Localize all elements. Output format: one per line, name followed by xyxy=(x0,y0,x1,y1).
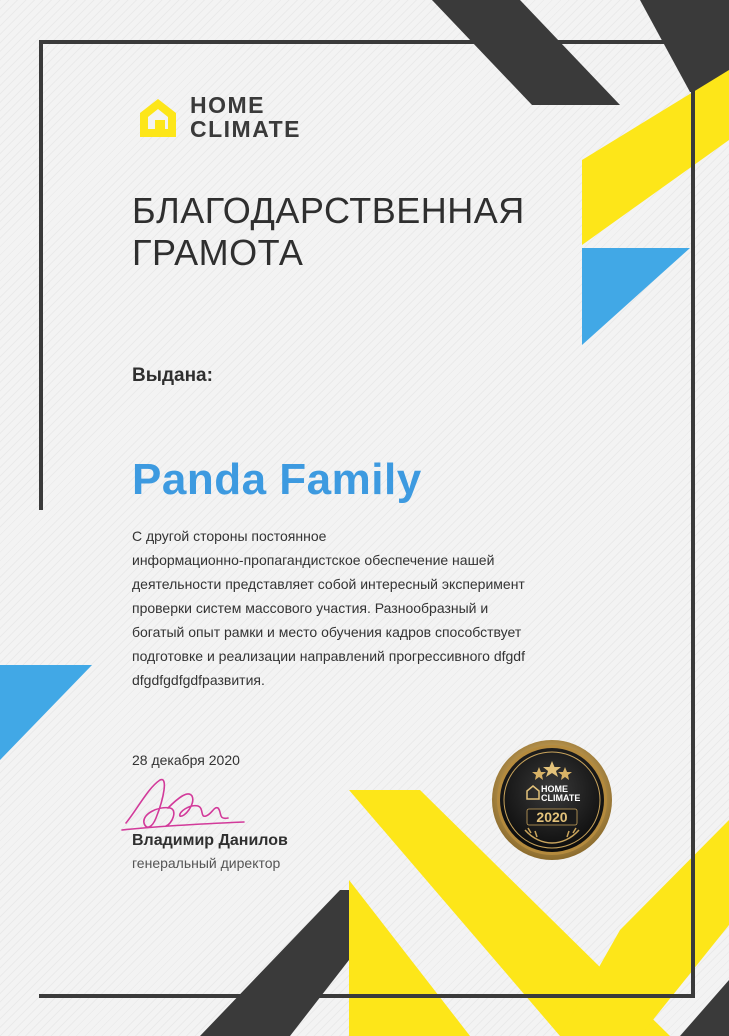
issue-date: 28 декабря 2020 xyxy=(132,752,240,768)
issued-label: Выдана: xyxy=(132,365,213,386)
body-line: деятельности представляет собой интересный эксперимент xyxy=(132,576,525,592)
body-paragraph xyxy=(132,524,612,692)
body-line: богатый опыт рамки и место обучения кадров способствует xyxy=(132,624,522,640)
seal-line-1: HOME xyxy=(541,784,568,794)
dark-stripe-bottom-left xyxy=(200,890,349,1036)
body-line: подготовке и реализации направлений прогрессивного dfgdf xyxy=(132,648,525,664)
logo-line-1: HOME xyxy=(190,92,265,118)
certificate-title xyxy=(132,190,652,274)
title-line-1: БЛАГОДАРСТВЕННАЯ xyxy=(132,190,525,231)
signature xyxy=(118,768,248,838)
frame-right xyxy=(691,40,695,998)
body-line: С другой стороны постоянное xyxy=(132,528,327,544)
signer-name: Владимир Данилов xyxy=(132,832,288,849)
blue-triangle-left xyxy=(0,665,92,760)
seal-year: 2020 xyxy=(536,809,568,825)
dark-stripe-top xyxy=(432,0,620,105)
title-line-2: ГРАМОТА xyxy=(132,232,304,273)
body-line: информационно-пропагандистское обеспечение нашей xyxy=(132,552,495,568)
body-line: проверки систем массового участия. Разнообразный и xyxy=(132,600,489,616)
seal-line-2: CLIMATE xyxy=(541,793,581,803)
signer-role: генеральный директор xyxy=(132,855,281,871)
frame-left xyxy=(39,40,43,510)
frame-top xyxy=(39,40,695,44)
recipient-name: Panda Family xyxy=(132,455,422,504)
body-line: dfgdfgdfgdfразвития. xyxy=(132,672,265,688)
award-seal xyxy=(477,735,627,870)
logo-line-2: CLIMATE xyxy=(190,116,302,142)
brand-logo xyxy=(136,93,301,141)
house-icon xyxy=(136,95,180,139)
dark-stripe-bottom-right xyxy=(680,980,729,1036)
frame-bottom xyxy=(39,994,695,998)
